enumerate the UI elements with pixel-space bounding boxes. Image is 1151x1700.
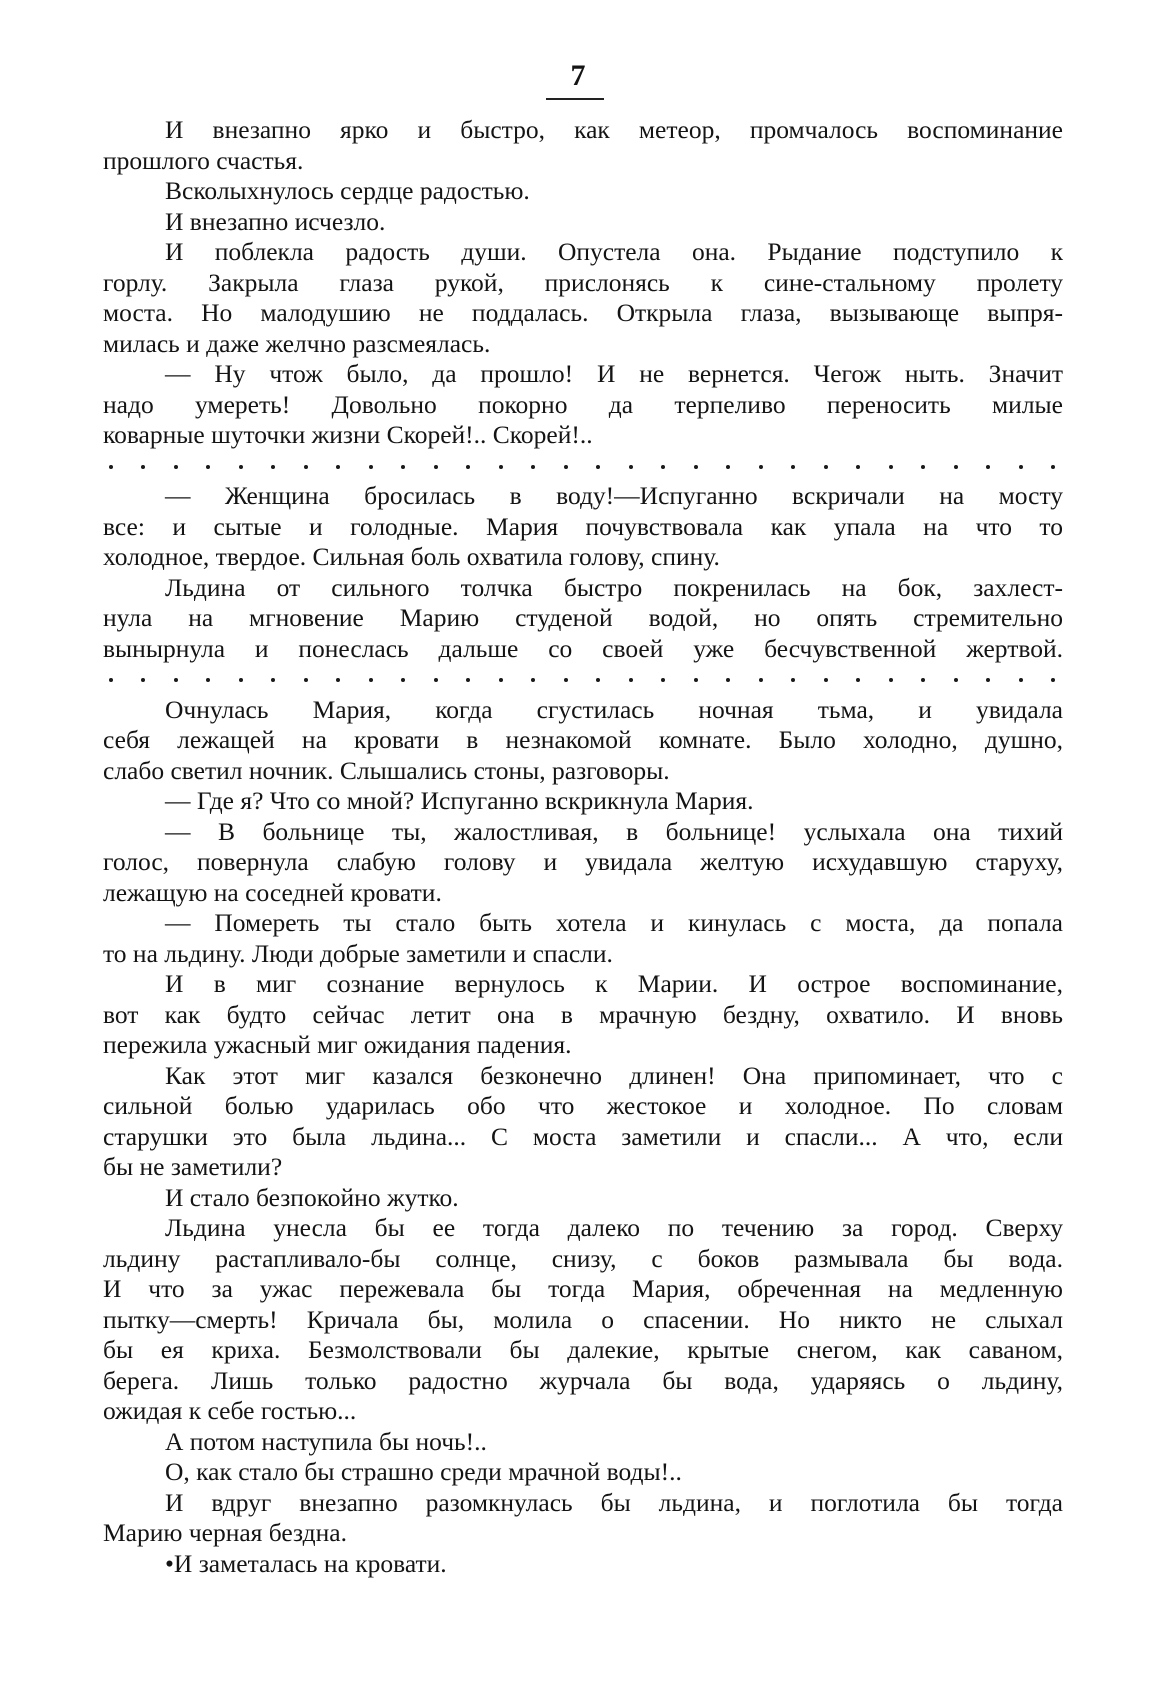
separator-dot <box>954 678 958 682</box>
text-line: И что за ужас пережевала бы тогда Мария, обреченная на медленную <box>103 1274 1063 1303</box>
separator-dot <box>726 465 730 469</box>
text-line: бы ея криха. Безмолствовали бы далекие, крытые снегом, как саваном, <box>103 1335 1063 1364</box>
text-line: И вдруг внезапно разомкнулась бы льдина, и поглотила бы тогда <box>165 1487 1063 1517</box>
separator-dot <box>726 678 730 682</box>
separator-dot <box>759 465 763 469</box>
text-line: все: и сытые и голодные. Мария почувствовала как упала на что то <box>103 511 1063 541</box>
separator-dot <box>954 465 958 469</box>
separator-dot <box>499 465 503 469</box>
text-line: Как этот миг казался безконечно длинен! Она припоминает, что с <box>165 1060 1063 1090</box>
text-line: •И заметалась на кровати. <box>165 1548 447 1578</box>
separator-dot <box>921 678 925 682</box>
section-separator-dots <box>103 664 1063 695</box>
separator-dot <box>206 678 210 682</box>
text-line: то на льдину. Люди добрые заметили и спасли. <box>103 938 613 968</box>
body-text <box>103 115 1063 1579</box>
separator-dot <box>1019 465 1023 469</box>
text-line: А потом наступила бы ночь!.. <box>165 1426 487 1456</box>
separator-dot <box>174 678 178 682</box>
text-line: холодное, твердое. Сильная боль охватила голову, спину. <box>103 542 720 571</box>
text-line: пережила ужасный миг ожидания падения. <box>103 1030 572 1059</box>
separator-dot <box>759 678 763 682</box>
separator-dot <box>1051 678 1055 682</box>
separator-dot <box>694 465 698 469</box>
page-number-rule <box>546 98 604 100</box>
separator-dot <box>856 465 860 469</box>
text-line: — Ну чтож было, да прошло! И не вернется. Чегож ныть. Значит <box>165 359 1063 388</box>
separator-dot <box>856 678 860 682</box>
text-line: И внезапно ярко и быстро, как метеор, промчалось воспоминание <box>165 115 1063 144</box>
separator-dot <box>1019 678 1023 682</box>
text-line: сильной болью ударилась обо что жестокое и холодное. По словам <box>103 1091 1063 1120</box>
separator-dot <box>174 465 178 469</box>
separator-dot <box>986 678 990 682</box>
separator-dot <box>401 678 405 682</box>
separator-dot <box>369 465 373 469</box>
text-line: коварные шуточки жизни Скорей!.. Скорей!.. <box>103 420 593 449</box>
separator-dot <box>141 465 145 469</box>
separator-dot <box>271 678 275 682</box>
separator-dot <box>1051 465 1055 469</box>
text-line: — В больнице ты, жалостливая, в больнице! услыхала она тихий <box>165 816 1063 846</box>
separator-dot <box>889 465 893 469</box>
text-line: И внезапно исчезло. <box>165 206 386 236</box>
separator-dot <box>434 678 438 682</box>
separator-dot <box>304 678 308 682</box>
text-line: О, как стало бы страшно среди мрачной воды!.. <box>165 1457 682 1486</box>
text-line: милась и даже желчно разсмеялась. <box>103 328 491 358</box>
text-line: моста. Но малодушию не поддалась. Открыла глаза, вызывающе выпря- <box>103 298 1063 327</box>
text-line: пытку—смерть! Кричала бы, молила о спасении. Но никто не слыхал <box>103 1304 1063 1334</box>
separator-dot <box>824 465 828 469</box>
separator-dot <box>401 465 405 469</box>
text-line: Льдина от сильного толчка быстро покренилась на бок, захлест- <box>165 572 1063 602</box>
separator-dot <box>466 465 470 469</box>
separator-dot <box>629 465 633 469</box>
text-line: лежащую на соседней кровати. <box>103 877 442 907</box>
section-separator-dots <box>103 451 1063 482</box>
separator-dot <box>661 678 665 682</box>
text-line: прошлого счастья. <box>103 145 304 175</box>
separator-dot <box>986 465 990 469</box>
text-line: Льдина унесла бы ее тогда далеко по течению за город. Сверху <box>165 1213 1063 1242</box>
text-line: И в миг сознание вернулось к Марии. И острое воспоминание, <box>165 969 1063 998</box>
separator-dot <box>531 678 535 682</box>
separator-dot <box>791 678 795 682</box>
text-line: вынырнула и понеслась дальше со своей уже бесчувственной жертвой. <box>103 633 1063 663</box>
separator-dot <box>239 465 243 469</box>
separator-dot <box>336 678 340 682</box>
separator-dot <box>141 678 145 682</box>
text-line: И стало безпокойно жутко. <box>165 1182 459 1212</box>
separator-dot <box>466 678 470 682</box>
text-line: нула на мгновение Марию студеной водой, но опять стремительно <box>103 603 1063 632</box>
separator-dot <box>109 678 113 682</box>
text-line: себя лежащей на кровати в незнакомой комнате. Было холодно, душно, <box>103 725 1063 754</box>
separator-dot <box>336 465 340 469</box>
separator-dot <box>889 678 893 682</box>
text-line: — Женщина бросилась в воду!—Испуганно вскричали на мосту <box>165 481 1063 510</box>
separator-dot <box>531 465 535 469</box>
text-line: надо умереть! Довольно покорно да терпеливо переносить милые <box>103 389 1063 419</box>
separator-dot <box>921 465 925 469</box>
separator-dot <box>271 465 275 469</box>
separator-dot <box>206 465 210 469</box>
separator-dot <box>109 465 113 469</box>
separator-dot <box>824 678 828 682</box>
separator-dot <box>304 465 308 469</box>
page-number: 7 <box>570 59 586 92</box>
text-line: ожидая к себе гостью... <box>103 1396 357 1425</box>
text-line: берега. Лишь только радостно журчала бы вода, ударяясь о льдину, <box>103 1365 1063 1395</box>
text-line: слабо светил ночник. Слышались стоны, разговоры. <box>103 755 670 785</box>
separator-dot <box>694 678 698 682</box>
text-line: Всколыхнулось сердце радостью. <box>165 176 530 205</box>
text-line: бы не заметили? <box>103 1152 283 1181</box>
separator-dot <box>596 465 600 469</box>
separator-dot <box>434 465 438 469</box>
separator-dot <box>791 465 795 469</box>
text-line: Очнулась Мария, когда сгустилась ночная тьма, и увидала <box>165 694 1063 724</box>
text-line: голос, повернула слабую голову и увидала желтую исхудавшую старуху, <box>103 847 1063 876</box>
separator-dot <box>564 678 568 682</box>
separator-dot <box>661 465 665 469</box>
text-line: льдину растапливало-бы солнце, снизу, с боков размывала бы вода. <box>103 1243 1063 1273</box>
separator-dot <box>369 678 373 682</box>
separator-dot <box>499 678 503 682</box>
text-line: горлу. Закрыла глаза рукой, прислонясь к сине-стальному пролету <box>103 267 1063 297</box>
text-line: вот как будто сейчас летит она в мрачную бездну, охватило. И вновь <box>103 999 1063 1029</box>
text-line: старушки это была льдина... С моста заметили и спасли... А что, если <box>103 1121 1063 1151</box>
separator-dot <box>564 465 568 469</box>
text-line: И поблекла радость души. Опустела она. Рыдание подступило к <box>165 237 1063 266</box>
text-line: — Где я? Что со мной? Испуганно вскрикнула Мария. <box>165 786 754 815</box>
separator-dot <box>596 678 600 682</box>
text-line: — Помереть ты стало быть хотела и кинулась с моста, да попала <box>165 908 1063 937</box>
separator-dot <box>239 678 243 682</box>
text-line: Марию черная бездна. <box>103 1518 347 1547</box>
separator-dot <box>629 678 633 682</box>
